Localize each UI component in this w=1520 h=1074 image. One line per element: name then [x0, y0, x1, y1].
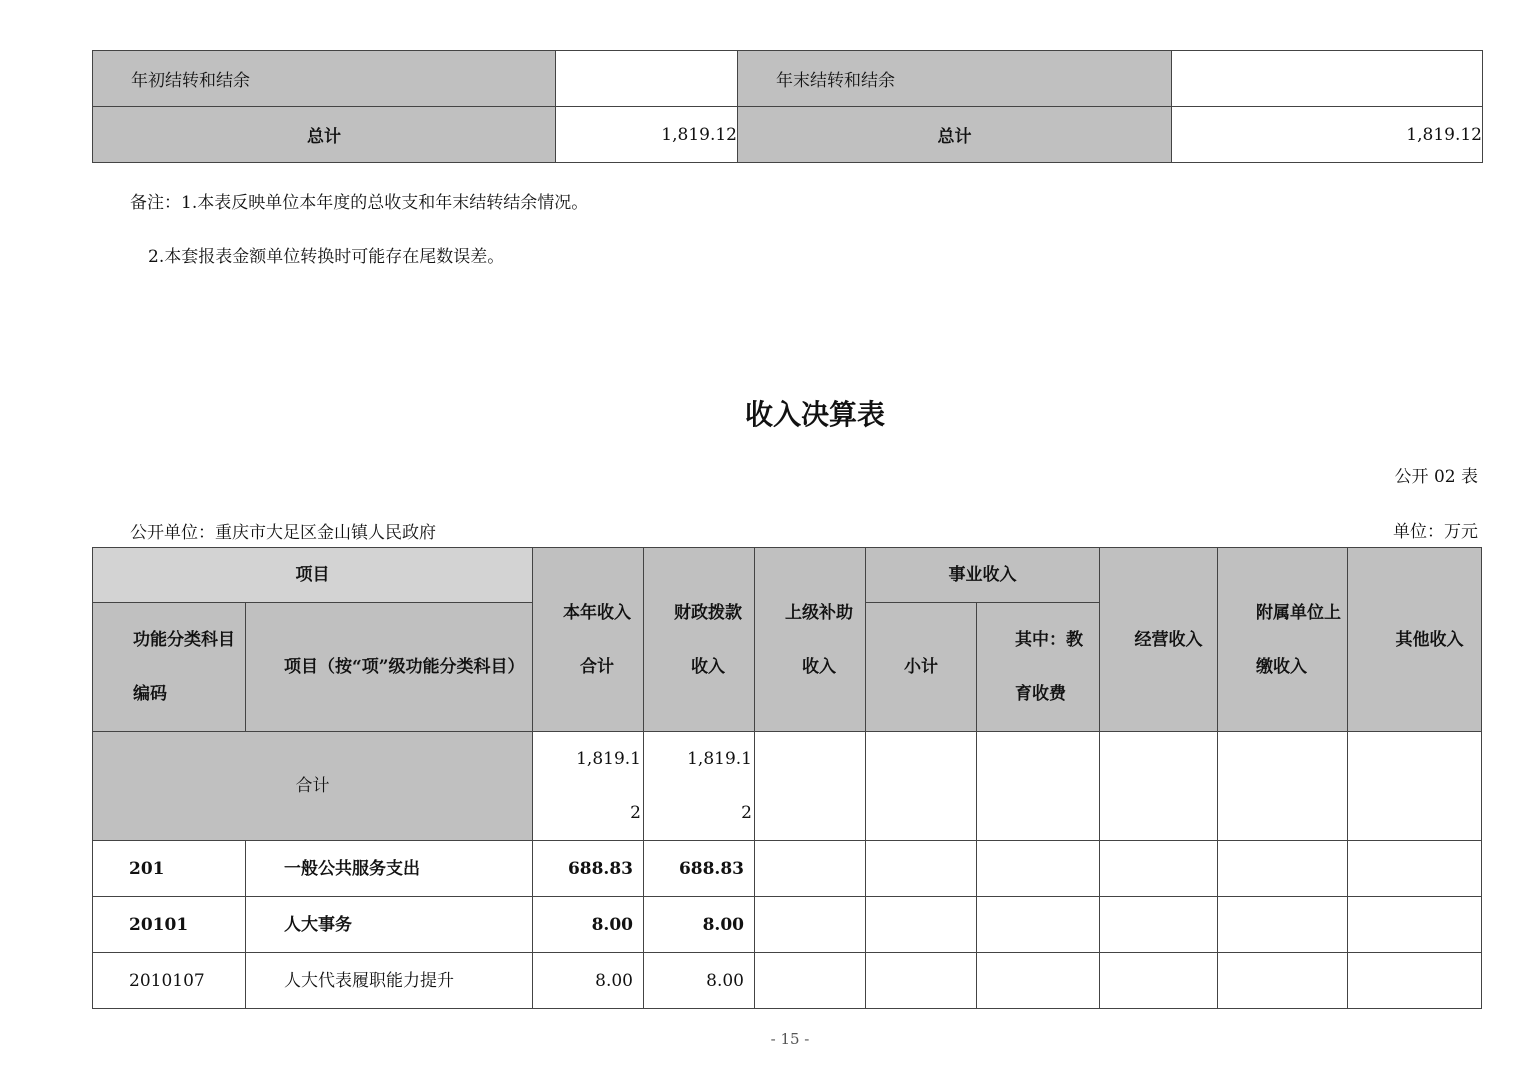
note-2: 2.本套报表金额单位转换时可能存在尾数误差。 — [148, 247, 505, 267]
carryover-end-label: 年末结转和结余 — [738, 51, 1172, 107]
carryover-begin-label: 年初结转和结余 — [93, 51, 556, 107]
reporting-unit: 公开单位：重庆市大足区金山镇人民政府 — [130, 523, 436, 543]
note-1: 备注：1.本表反映单位本年度的总收支和年末结转结余情况。 — [130, 193, 589, 213]
row-affiliated — [1218, 953, 1348, 1009]
carryover-begin-value — [556, 51, 738, 107]
row-other — [1348, 897, 1482, 953]
header-fiscal: 财政拨款收入 — [644, 548, 755, 732]
row-total-income: 8.00 — [533, 953, 644, 1009]
row-operating — [1100, 897, 1218, 953]
total-label: 合计 — [93, 732, 533, 841]
row-total-income: 8.00 — [533, 897, 644, 953]
total-expense-label: 总计 — [738, 107, 1172, 163]
row-superior — [755, 953, 866, 1009]
row-affiliated — [1218, 897, 1348, 953]
header-item-name: 项目（按“项”级功能分类科目） — [246, 603, 533, 732]
row-code: 2010107 — [93, 953, 246, 1009]
row-code: 201 — [93, 841, 246, 897]
header-func-code: 功能分类科目编码 — [93, 603, 246, 732]
row-superior — [755, 897, 866, 953]
row-operating — [1100, 953, 1218, 1009]
header-total-income: 本年收入合计 — [533, 548, 644, 732]
row-subtotal — [866, 897, 977, 953]
row-name: 人大代表履职能力提升 — [246, 953, 533, 1009]
row-operating — [1100, 841, 1218, 897]
row-edu-fee — [977, 897, 1100, 953]
header-edu-fee: 其中：教育收费 — [977, 603, 1100, 732]
row-other — [1348, 953, 1482, 1009]
total-income-cell: 1,819.12 — [533, 732, 644, 841]
carryover-end-value — [1172, 51, 1483, 107]
row-fiscal: 688.83 — [644, 841, 755, 897]
header-subtotal: 小计 — [866, 603, 977, 732]
header-other: 其他收入 — [1348, 548, 1482, 732]
total-fiscal-cell: 1,819.12 — [644, 732, 755, 841]
header-affiliated: 附属单位上缴收入 — [1218, 548, 1348, 732]
row-total-income: 688.83 — [533, 841, 644, 897]
total-affiliated-cell — [1218, 732, 1348, 841]
row-name: 人大事务 — [246, 897, 533, 953]
table-row — [93, 953, 1482, 1009]
total-row — [93, 732, 1482, 841]
total-operating-cell — [1100, 732, 1218, 841]
total-subtotal-cell — [866, 732, 977, 841]
row-other — [1348, 841, 1482, 897]
row-subtotal — [866, 841, 977, 897]
table-row — [93, 897, 1482, 953]
row-affiliated — [1218, 841, 1348, 897]
report-code: 公开 02 表 — [1394, 467, 1478, 487]
row-superior — [755, 841, 866, 897]
header-item: 项目 — [93, 548, 533, 603]
table-row — [93, 51, 1483, 107]
income-table — [92, 547, 1482, 1009]
header-business: 事业收入 — [866, 548, 1100, 603]
total-expense-value: 1,819.12 — [1172, 107, 1483, 163]
header-superior: 上级补助收入 — [755, 548, 866, 732]
row-code: 20101 — [93, 897, 246, 953]
report-title: 收入决算表 — [744, 398, 885, 431]
total-other-cell — [1348, 732, 1482, 841]
total-income-label: 总计 — [93, 107, 556, 163]
header-row — [93, 548, 1482, 603]
summary-table — [92, 50, 1483, 163]
unit-measure: 单位：万元 — [1393, 522, 1478, 542]
row-name: 一般公共服务支出 — [246, 841, 533, 897]
header-operating: 经营收入 — [1100, 548, 1218, 732]
table-row — [93, 841, 1482, 897]
page-number: - 15 - — [770, 1030, 810, 1048]
row-edu-fee — [977, 841, 1100, 897]
row-fiscal: 8.00 — [644, 953, 755, 1009]
row-edu-fee — [977, 953, 1100, 1009]
total-superior-cell — [755, 732, 866, 841]
row-subtotal — [866, 953, 977, 1009]
total-income-value: 1,819.12 — [556, 107, 738, 163]
row-fiscal: 8.00 — [644, 897, 755, 953]
total-edu-fee-cell — [977, 732, 1100, 841]
table-row — [93, 107, 1483, 163]
